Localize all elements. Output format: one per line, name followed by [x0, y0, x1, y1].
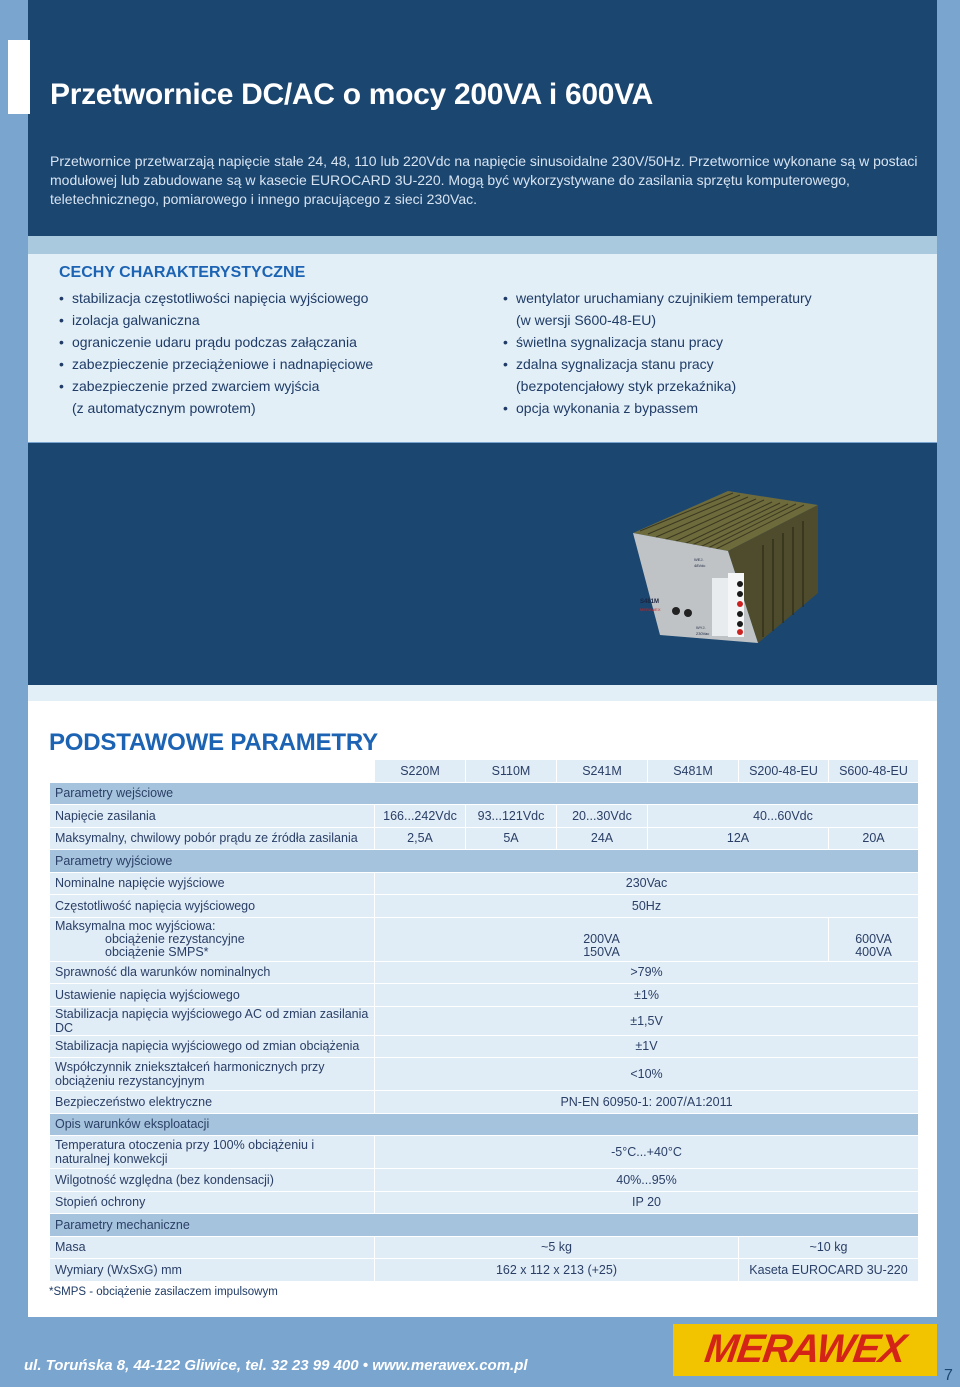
cell-value: -5°C...+40°C — [375, 1136, 919, 1169]
model-header: S200-48-EU — [739, 760, 829, 783]
parameters-table — [49, 759, 919, 1282]
row-label: Stopień ochrony — [50, 1191, 375, 1214]
cell-value-group — [375, 917, 829, 961]
product-photo — [28, 443, 937, 685]
cell-value: Kaseta EUROCARD 3U-220 — [739, 1259, 919, 1282]
model-header: S241M — [557, 760, 648, 783]
table-row — [50, 1091, 919, 1114]
row-label: Napięcie zasilania — [50, 805, 375, 828]
table-row — [50, 1058, 919, 1091]
cell-value: 200VA — [583, 931, 620, 946]
cell-value: 40%...95% — [375, 1169, 919, 1192]
model-header: S481M — [648, 760, 739, 783]
page-title: Przetwornice DC/AC o mocy 200VA i 600VA — [50, 78, 653, 111]
feature-item: • ograniczenie udaru prądu podczas załączania — [59, 331, 373, 353]
intro-paragraph: Przetwornice przetwarzają napięcie stałe 24, 48, 110 lub 220Vdc na napięcie sinusoidalne 230V/50Hz. Przetwornice wykonane są w postaci modułowej lub zabudowane są w kasecie EUROCARD 3U-220. Mogą być wykorzystywane do zasilania sprzętu komputerowego, teletechnicznego, pomiarowego i innego pracującego z sieci 230Vac. — [50, 153, 918, 207]
model-header: S110M — [466, 760, 557, 783]
feature-item: • stabilizacja częstotliwości napięcia wyjściowego — [59, 287, 373, 309]
row-label: Maksymalna moc wyjściowa: — [55, 918, 216, 933]
terminal-strip — [712, 573, 744, 637]
cell-value: ±1% — [375, 984, 919, 1007]
table-row — [50, 827, 919, 850]
cell-value: ~10 kg — [739, 1236, 919, 1259]
cell-value: 2,5A — [375, 827, 466, 850]
knob-icon — [672, 607, 680, 615]
device-label-brand: MERAWEX — [640, 607, 661, 612]
row-label: Ustawienie napięcia wyjściowego — [50, 984, 375, 1007]
table-header-row — [50, 760, 919, 783]
cell-value: >79% — [375, 961, 919, 984]
cell-value-group — [829, 917, 919, 961]
cell-value: 20A — [829, 827, 919, 850]
row-label: Bezpieczeństwo elektryczne — [50, 1091, 375, 1114]
cell-value: 40...60Vdc — [648, 805, 919, 828]
cell-value: 20...30Vdc — [557, 805, 648, 828]
footer-address: ul. Toruńska 8, 44-122 Gliwice, tel. 32 23 99 400 • www.merawex.com.pl — [24, 1357, 528, 1374]
table-row — [50, 1191, 919, 1214]
row-label: Współczynnik zniekształceń harmonicznych przy obciążeniu rezystancyjnym — [50, 1058, 375, 1091]
model-header: S220M — [375, 760, 466, 783]
cell-value: 5A — [466, 827, 557, 850]
footnote: *SMPS - obciążenie zasilaczem impulsowym — [49, 1286, 278, 1298]
cell-value: 166...242Vdc — [375, 805, 466, 828]
table-row — [50, 1236, 919, 1259]
photo-separator — [28, 685, 937, 701]
features-title: CECHY CHARAKTERYSTYCZNE — [59, 264, 306, 281]
table-row — [50, 805, 919, 828]
section-row — [50, 1113, 919, 1136]
feature-item: • izolacja galwaniczna — [59, 309, 373, 331]
device-label-out: WYJ. — [696, 625, 706, 630]
table-row — [50, 872, 919, 895]
cell-value: 162 x 112 x 213 (+25) — [375, 1259, 739, 1282]
device-label-in: WEJ. — [694, 557, 704, 562]
cell-value: 24A — [557, 827, 648, 850]
row-label: Stabilizacja napięcia wyjściowego AC od zmian zasilania DC — [50, 1006, 375, 1035]
table-row — [50, 1035, 919, 1058]
cell-value: <10% — [375, 1058, 919, 1091]
table-row — [50, 984, 919, 1007]
section-row — [50, 850, 919, 873]
table-row — [50, 961, 919, 984]
row-sublabel: obciążenie SMPS* — [105, 944, 209, 959]
feature-item: • opcja wykonania z bypassem — [503, 397, 812, 419]
row-label: Nominalne napięcie wyjściowe — [50, 872, 375, 895]
table-row — [50, 1259, 919, 1282]
table-row — [50, 1169, 919, 1192]
feature-item-continuation: (bezpotencjałowy styk przekaźnika) — [516, 378, 737, 394]
parameters-section — [28, 701, 937, 1317]
device-label-in-value: 48Vdc — [694, 563, 706, 568]
feature-item: • świetlna sygnalizacja stanu pracy — [503, 331, 812, 353]
cell-value: 12A — [648, 827, 829, 850]
section-label: Parametry wyjściowe — [50, 850, 919, 873]
table-row — [50, 895, 919, 918]
row-label: Sprawność dla warunków nominalnych — [50, 961, 375, 984]
row-label: Temperatura otoczenia przy 100% obciążeniu i naturalnej konwekcji — [50, 1136, 375, 1169]
section-label: Parametry mechaniczne — [50, 1214, 919, 1237]
features-right-list — [503, 287, 812, 419]
features-section — [28, 254, 937, 442]
section-label: Opis warunków eksploatacji — [50, 1113, 919, 1136]
table-row — [50, 917, 919, 961]
device-label-model: S481M — [640, 599, 660, 605]
row-label: Maksymalny, chwilowy pobór prądu ze źródła zasilania — [50, 827, 375, 850]
device-label-out-value: 230Vac — [696, 631, 710, 636]
cell-value: 230Vac — [375, 872, 919, 895]
feature-item: • wentylator uruchamiany czujnikiem temperatury — [503, 287, 812, 309]
cell-value: ~5 kg — [375, 1236, 739, 1259]
feature-item-continuation: (w wersji S600-48-EU) — [516, 312, 657, 328]
feature-item: • zabezpieczenie przed zwarciem wyjścia — [59, 375, 373, 397]
feature-item-continuation: (z automatycznym powrotem) — [72, 400, 256, 416]
cell-value: ±1,5V — [375, 1006, 919, 1035]
cell-value: 600VA — [855, 931, 892, 946]
model-header: S600-48-EU — [829, 760, 919, 783]
row-sublabel: obciążenie rezystancyjne — [105, 931, 245, 946]
cell-value: 150VA — [583, 944, 620, 959]
row-label: Częstotliwość napięcia wyjściowego — [50, 895, 375, 918]
knob-icon — [684, 609, 692, 617]
parameters-title: PODSTAWOWE PARAMETRY — [49, 729, 378, 756]
cell-value: 50Hz — [375, 895, 919, 918]
row-label: Wilgotność względna (bez kondensacji) — [50, 1169, 375, 1192]
cell-value: IP 20 — [375, 1191, 919, 1214]
features-top-strip — [28, 236, 937, 254]
features-left-list — [59, 287, 373, 419]
feature-item: • zdalna sygnalizacja stanu pracy — [503, 353, 812, 375]
cell-value: ±1V — [375, 1035, 919, 1058]
cell-value: 400VA — [855, 944, 892, 959]
row-label-group — [50, 917, 375, 961]
section-row — [50, 1214, 919, 1237]
table-row — [50, 1136, 919, 1169]
cell-value: 93...121Vdc — [466, 805, 557, 828]
table-row — [50, 1006, 919, 1035]
section-label: Parametry wejściowe — [50, 782, 919, 805]
header-accent-mark — [8, 40, 30, 114]
row-label: Stabilizacja napięcia wyjściowego od zmian obciążenia — [50, 1035, 375, 1058]
merawex-logo: MERAWEX — [702, 1327, 909, 1371]
cell-value: PN-EN 60950-1: 2007/A1:2011 — [375, 1091, 919, 1114]
section-row — [50, 782, 919, 805]
product-photo-band — [28, 443, 937, 685]
page-number: 7 — [944, 1367, 953, 1384]
row-label: Masa — [50, 1236, 375, 1259]
feature-item: • zabezpieczenie przeciążeniowe i nadnapięciowe — [59, 353, 373, 375]
row-label: Wymiary (WxSxG) mm — [50, 1259, 375, 1282]
